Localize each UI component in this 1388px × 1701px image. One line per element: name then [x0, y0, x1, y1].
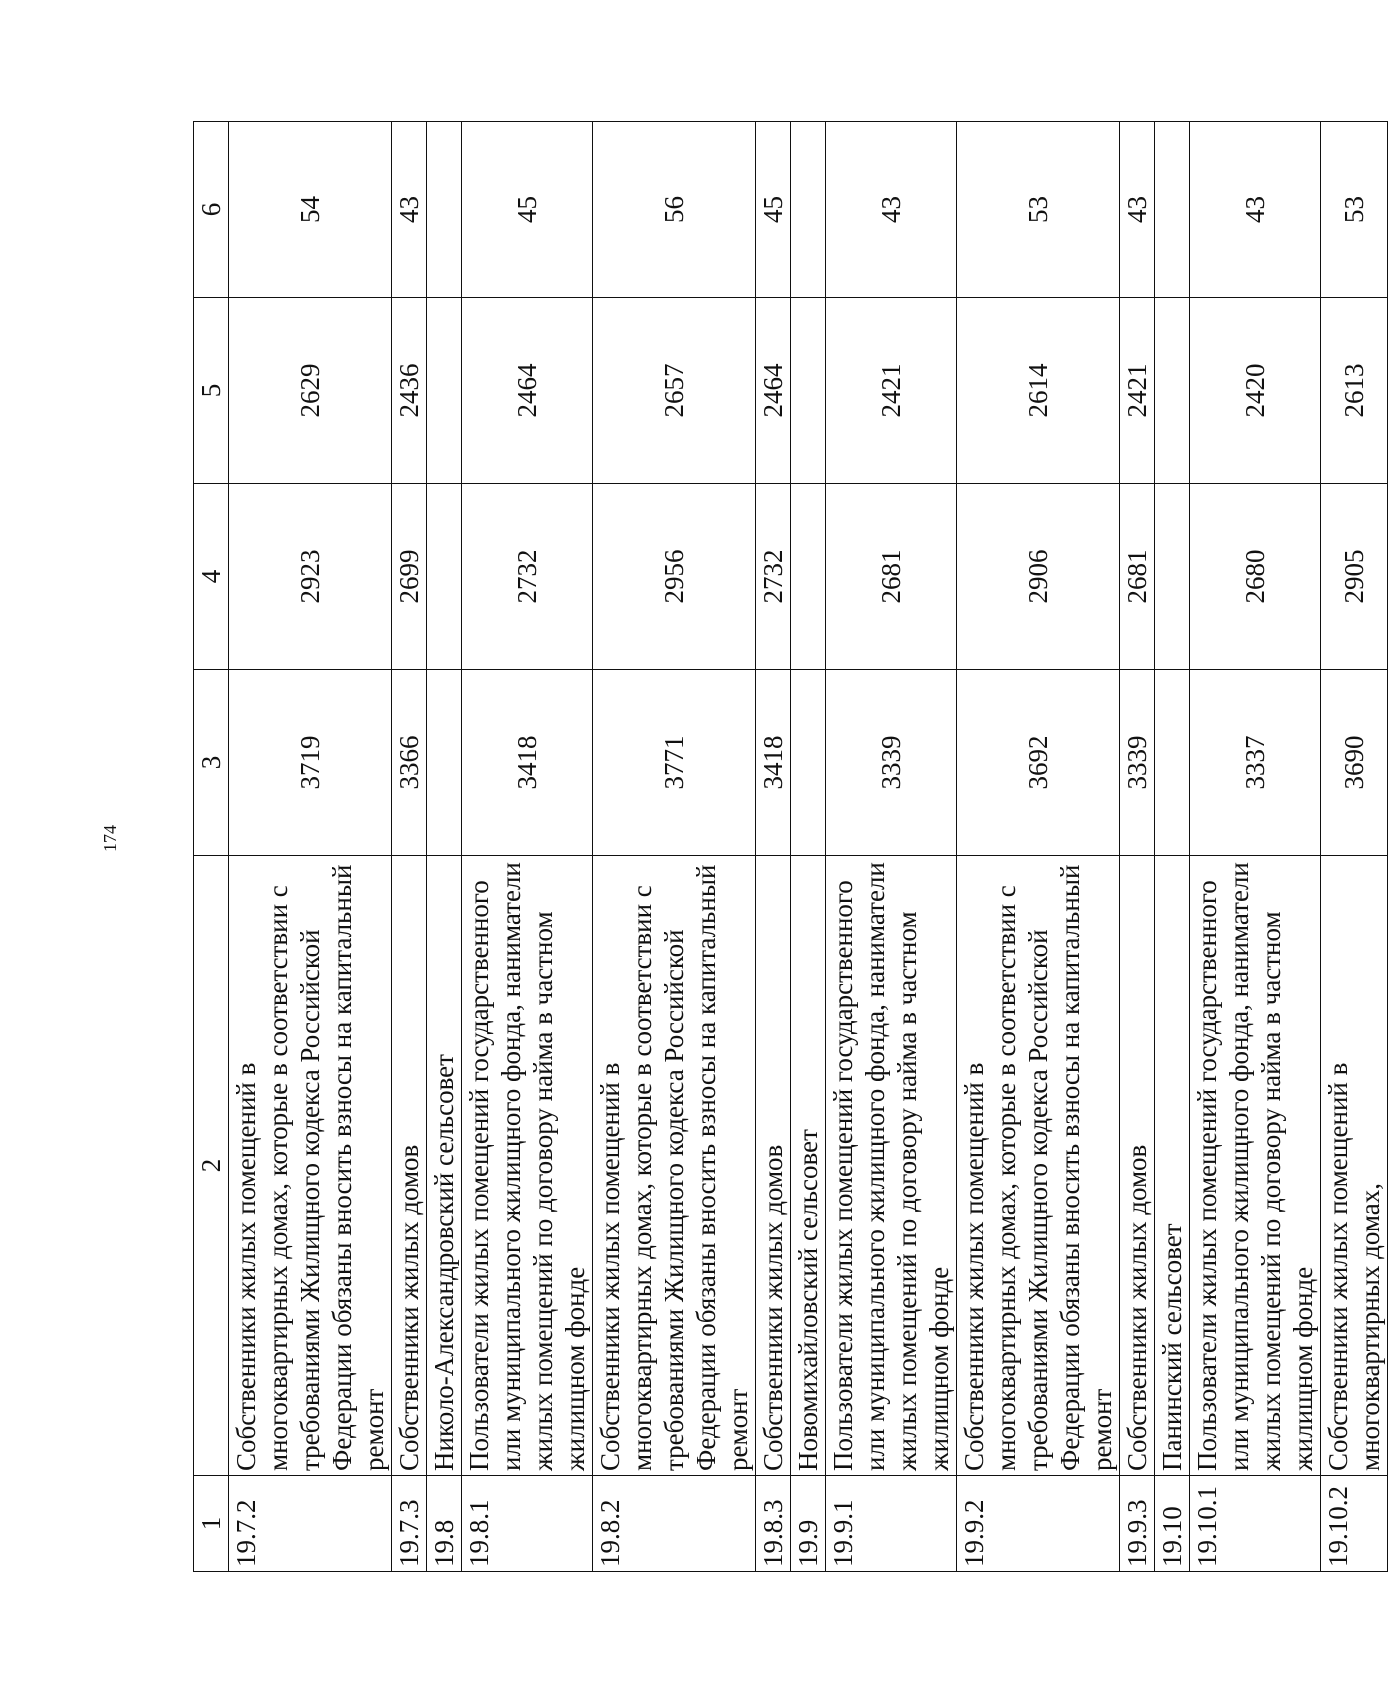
- value-col-3: 3339: [826, 670, 957, 856]
- value-col-4: 2680: [1190, 484, 1321, 670]
- table-row: [1190, 122, 1321, 1572]
- row-code: 19.9: [791, 1476, 826, 1572]
- header-cell: 6: [194, 122, 229, 298]
- table-row: [462, 122, 593, 1572]
- value-col-3: [427, 670, 462, 856]
- value-col-5: [791, 298, 826, 484]
- row-label: Пользователи жилых помещений государственного или муниципального жилищного фонда, наниматели жилых помещений по договору найма в частном жилищном фонде: [1190, 856, 1321, 1476]
- value-col-4: 2732: [462, 484, 593, 670]
- value-col-5: 2613: [1321, 298, 1388, 484]
- row-code: 19.8: [427, 1476, 462, 1572]
- row-label: Собственники жилых помещений в многоквартирных домах, которые в соответствии с требованиями Жилищного кодекса Российской Федерации обязаны вносить взносы на капитальный ремонт: [593, 856, 756, 1476]
- value-col-5: [1155, 298, 1190, 484]
- row-code: 19.9.1: [826, 1476, 957, 1572]
- row-label: Собственники жилых помещений в многоквартирных домах, которые в соответствии с требованиями Жилищного кодекса Российской Федерации обязаны вносить взносы на капитальный ремонт: [957, 856, 1120, 1476]
- value-col-3: 3339: [1120, 670, 1155, 856]
- row-label: Пользователи жилых помещений государственного или муниципального жилищного фонда, наниматели жилых помещений по договору найма в частном жилищном фонде: [826, 856, 957, 1476]
- value-col-6: 45: [756, 122, 791, 298]
- value-col-3: [791, 670, 826, 856]
- table-row: [427, 122, 462, 1572]
- value-col-6: 43: [826, 122, 957, 298]
- header-cell: 4: [194, 484, 229, 670]
- value-col-3: 3692: [957, 670, 1120, 856]
- value-col-4: 2905: [1321, 484, 1388, 670]
- table-row: [392, 122, 427, 1572]
- value-col-4: 2906: [957, 484, 1120, 670]
- value-col-6: 53: [957, 122, 1120, 298]
- value-col-4: [427, 484, 462, 670]
- row-code: 19.7.2: [229, 1476, 392, 1572]
- row-label: Пользователи жилых помещений государственного или муниципального жилищного фонда, наниматели жилых помещений по договору найма в частном жилищном фонде: [462, 856, 593, 1476]
- row-label: Собственники жилых домов: [1120, 856, 1155, 1476]
- table-row: [229, 122, 392, 1572]
- table-row: [957, 122, 1120, 1572]
- value-col-6: 43: [1190, 122, 1321, 298]
- table-body: [194, 122, 1388, 1572]
- value-col-5: 2464: [756, 298, 791, 484]
- header-cell: 3: [194, 670, 229, 856]
- row-label: Панинский сельсовет: [1155, 856, 1190, 1476]
- value-col-6: 54: [229, 122, 392, 298]
- value-col-4: [1155, 484, 1190, 670]
- row-code: 19.7.3: [392, 1476, 427, 1572]
- value-col-3: [1155, 670, 1190, 856]
- header-cell: 2: [194, 856, 229, 1476]
- table-row: [593, 122, 756, 1572]
- tariff-table-container: [193, 122, 1385, 1572]
- value-col-6: 56: [593, 122, 756, 298]
- row-code: 19.8.1: [462, 1476, 593, 1572]
- value-col-6: 45: [462, 122, 593, 298]
- row-label: Собственники жилых домов: [392, 856, 427, 1476]
- page-number: 174: [100, 825, 120, 852]
- value-col-4: 2732: [756, 484, 791, 670]
- row-label: Новомихайловский сельсовет: [791, 856, 826, 1476]
- value-col-5: 2464: [462, 298, 593, 484]
- row-code: 19.10: [1155, 1476, 1190, 1572]
- value-col-5: 2657: [593, 298, 756, 484]
- value-col-5: 2420: [1190, 298, 1321, 484]
- value-col-4: 2956: [593, 484, 756, 670]
- row-code: 19.9.3: [1120, 1476, 1155, 1572]
- row-code: 19.8.3: [756, 1476, 791, 1572]
- table-row: [1155, 122, 1190, 1572]
- value-col-3: 3418: [756, 670, 791, 856]
- header-row: [194, 122, 229, 1572]
- value-col-4: 2681: [826, 484, 957, 670]
- value-col-6: 53: [1321, 122, 1388, 298]
- header-cell: 1: [194, 1476, 229, 1572]
- value-col-5: [427, 298, 462, 484]
- row-label: Собственники жилых домов: [756, 856, 791, 1476]
- value-col-6: 43: [392, 122, 427, 298]
- value-col-5: 2421: [1120, 298, 1155, 484]
- value-col-3: 3771: [593, 670, 756, 856]
- table-row: [791, 122, 826, 1572]
- value-col-4: 2699: [392, 484, 427, 670]
- value-col-5: 2436: [392, 298, 427, 484]
- value-col-6: [427, 122, 462, 298]
- value-col-6: 43: [1120, 122, 1155, 298]
- value-col-4: [791, 484, 826, 670]
- value-col-3: 3366: [392, 670, 427, 856]
- table-row: [756, 122, 791, 1572]
- value-col-3: 3337: [1190, 670, 1321, 856]
- value-col-4: 2681: [1120, 484, 1155, 670]
- value-col-3: 3719: [229, 670, 392, 856]
- header-cell: 5: [194, 298, 229, 484]
- row-code: 19.9.2: [957, 1476, 1120, 1572]
- value-col-5: 2421: [826, 298, 957, 484]
- table-row: [1321, 122, 1388, 1572]
- row-label: Собственники жилых помещений в многоквартирных домах,: [1321, 856, 1388, 1476]
- value-col-3: 3690: [1321, 670, 1388, 856]
- table-row: [1120, 122, 1155, 1572]
- tariff-table: [193, 121, 1388, 1572]
- value-col-5: 2629: [229, 298, 392, 484]
- row-code: 19.10.1: [1190, 1476, 1321, 1572]
- table-row: [826, 122, 957, 1572]
- value-col-6: [791, 122, 826, 298]
- row-label: Николо-Александровский сельсовет: [427, 856, 462, 1476]
- value-col-3: 3418: [462, 670, 593, 856]
- row-code: 19.8.2: [593, 1476, 756, 1572]
- row-code: 19.10.2: [1321, 1476, 1388, 1572]
- value-col-6: [1155, 122, 1190, 298]
- value-col-4: 2923: [229, 484, 392, 670]
- value-col-5: 2614: [957, 298, 1120, 484]
- row-label: Собственники жилых помещений в многоквартирных домах, которые в соответствии с требованиями Жилищного кодекса Российской Федерации обязаны вносить взносы на капитальный ремонт: [229, 856, 392, 1476]
